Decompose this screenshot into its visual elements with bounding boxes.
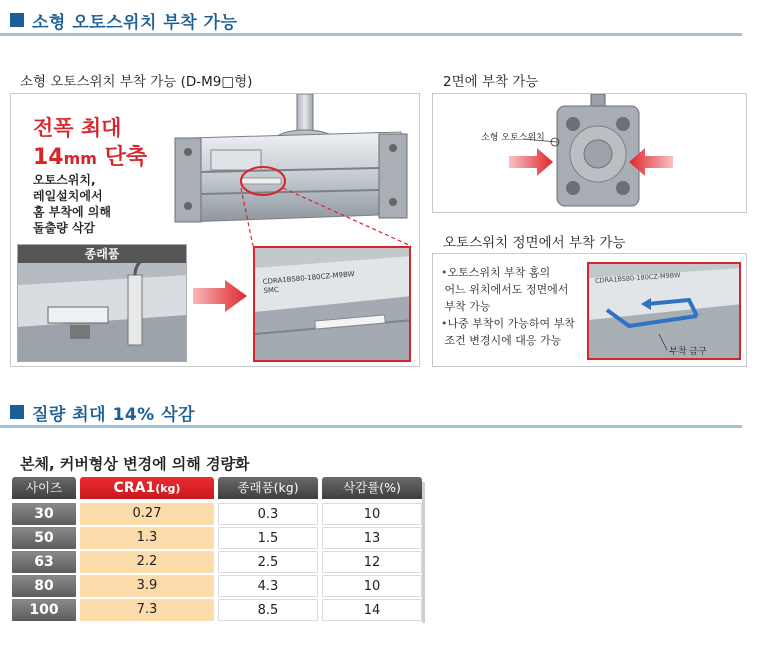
header-size: 사이즈 (12, 477, 76, 499)
section-title: 질량 최대 14% 삭감 (32, 405, 195, 425)
row-cra1: 2.2 (80, 551, 214, 573)
row-legacy: 4.3 (218, 575, 318, 597)
new-product-closeup (253, 246, 411, 362)
row-legacy: 8.5 (218, 599, 318, 621)
left-feature-panel (10, 93, 420, 367)
header-cra1: CRA1(kg) (80, 477, 214, 499)
table-caption: 본체, 커버형상 변경에 의해 경량화 (20, 455, 250, 473)
table-shadow (422, 482, 425, 623)
right-arrow-icon (193, 278, 249, 314)
front-mount-panel (432, 253, 747, 367)
row-size: 63 (12, 551, 76, 573)
compact-switch-label: 소형 오토스위치 (481, 133, 545, 143)
row-size: 80 (12, 575, 76, 597)
row-reduction: 10 (322, 503, 422, 525)
legacy-label: 종래품 (18, 245, 186, 263)
row-cra1: 7.3 (80, 599, 214, 621)
feature-description: 오토스위치, 레일설치에서 홈 부착에 의해 돌출량 삭감 (33, 173, 111, 235)
row-reduction: 13 (322, 527, 422, 549)
row-size: 30 (12, 503, 76, 525)
row-reduction: 12 (322, 551, 422, 573)
row-legacy: 2.5 (218, 551, 318, 573)
row-size: 100 (12, 599, 76, 621)
row-size: 50 (12, 527, 76, 549)
right-top-caption: 2면에 부착 가능 (443, 74, 539, 90)
right-bottom-caption: 오토스위치 정면에서 부착 가능 (443, 235, 626, 251)
mounting-bracket-photo (587, 262, 741, 360)
legacy-product-photo (17, 244, 187, 362)
row-cra1: 0.27 (80, 503, 214, 525)
fitting-label: 부착 금구 (669, 347, 707, 357)
row-cra1: 3.9 (80, 575, 214, 597)
header-legacy: 종래품(kg) (218, 477, 318, 499)
header-reduction: 삭감률(%) (322, 477, 422, 499)
left-panel-caption: 소형 오토스위치 부착 가능 (D-M9□형) (20, 74, 253, 90)
front-view-image (433, 94, 747, 213)
row-legacy: 1.5 (218, 527, 318, 549)
section-header-switch (0, 0, 742, 36)
section-bullet-square (10, 405, 24, 419)
two-side-mount-panel (432, 93, 747, 213)
bracket-model-label: CDRA1BS80-180CZ-M9BW (594, 271, 681, 285)
row-cra1: 1.3 (80, 527, 214, 549)
closeup-image (255, 248, 411, 362)
row-reduction: 10 (322, 575, 422, 597)
product-model-label: CDRA1BS80-180CZ-M9BW SMC (262, 270, 355, 295)
row-reduction: 14 (322, 599, 422, 621)
section-bullet-square (10, 13, 24, 27)
front-mount-bullets: •오토스위치 부착 홈의 어느 위치에서도 정면에서 부착 가능 •나중 부착이 가능하여 부착 조건 변경시에 대응 가능 (441, 266, 575, 347)
section-header-weight (0, 392, 742, 428)
headline-reduction: 14mm 단축 (33, 145, 148, 170)
headline-width: 전폭 최대 (33, 116, 122, 140)
section-title: 소형 오토스위치 부착 가능 (32, 13, 238, 33)
row-legacy: 0.3 (218, 503, 318, 525)
